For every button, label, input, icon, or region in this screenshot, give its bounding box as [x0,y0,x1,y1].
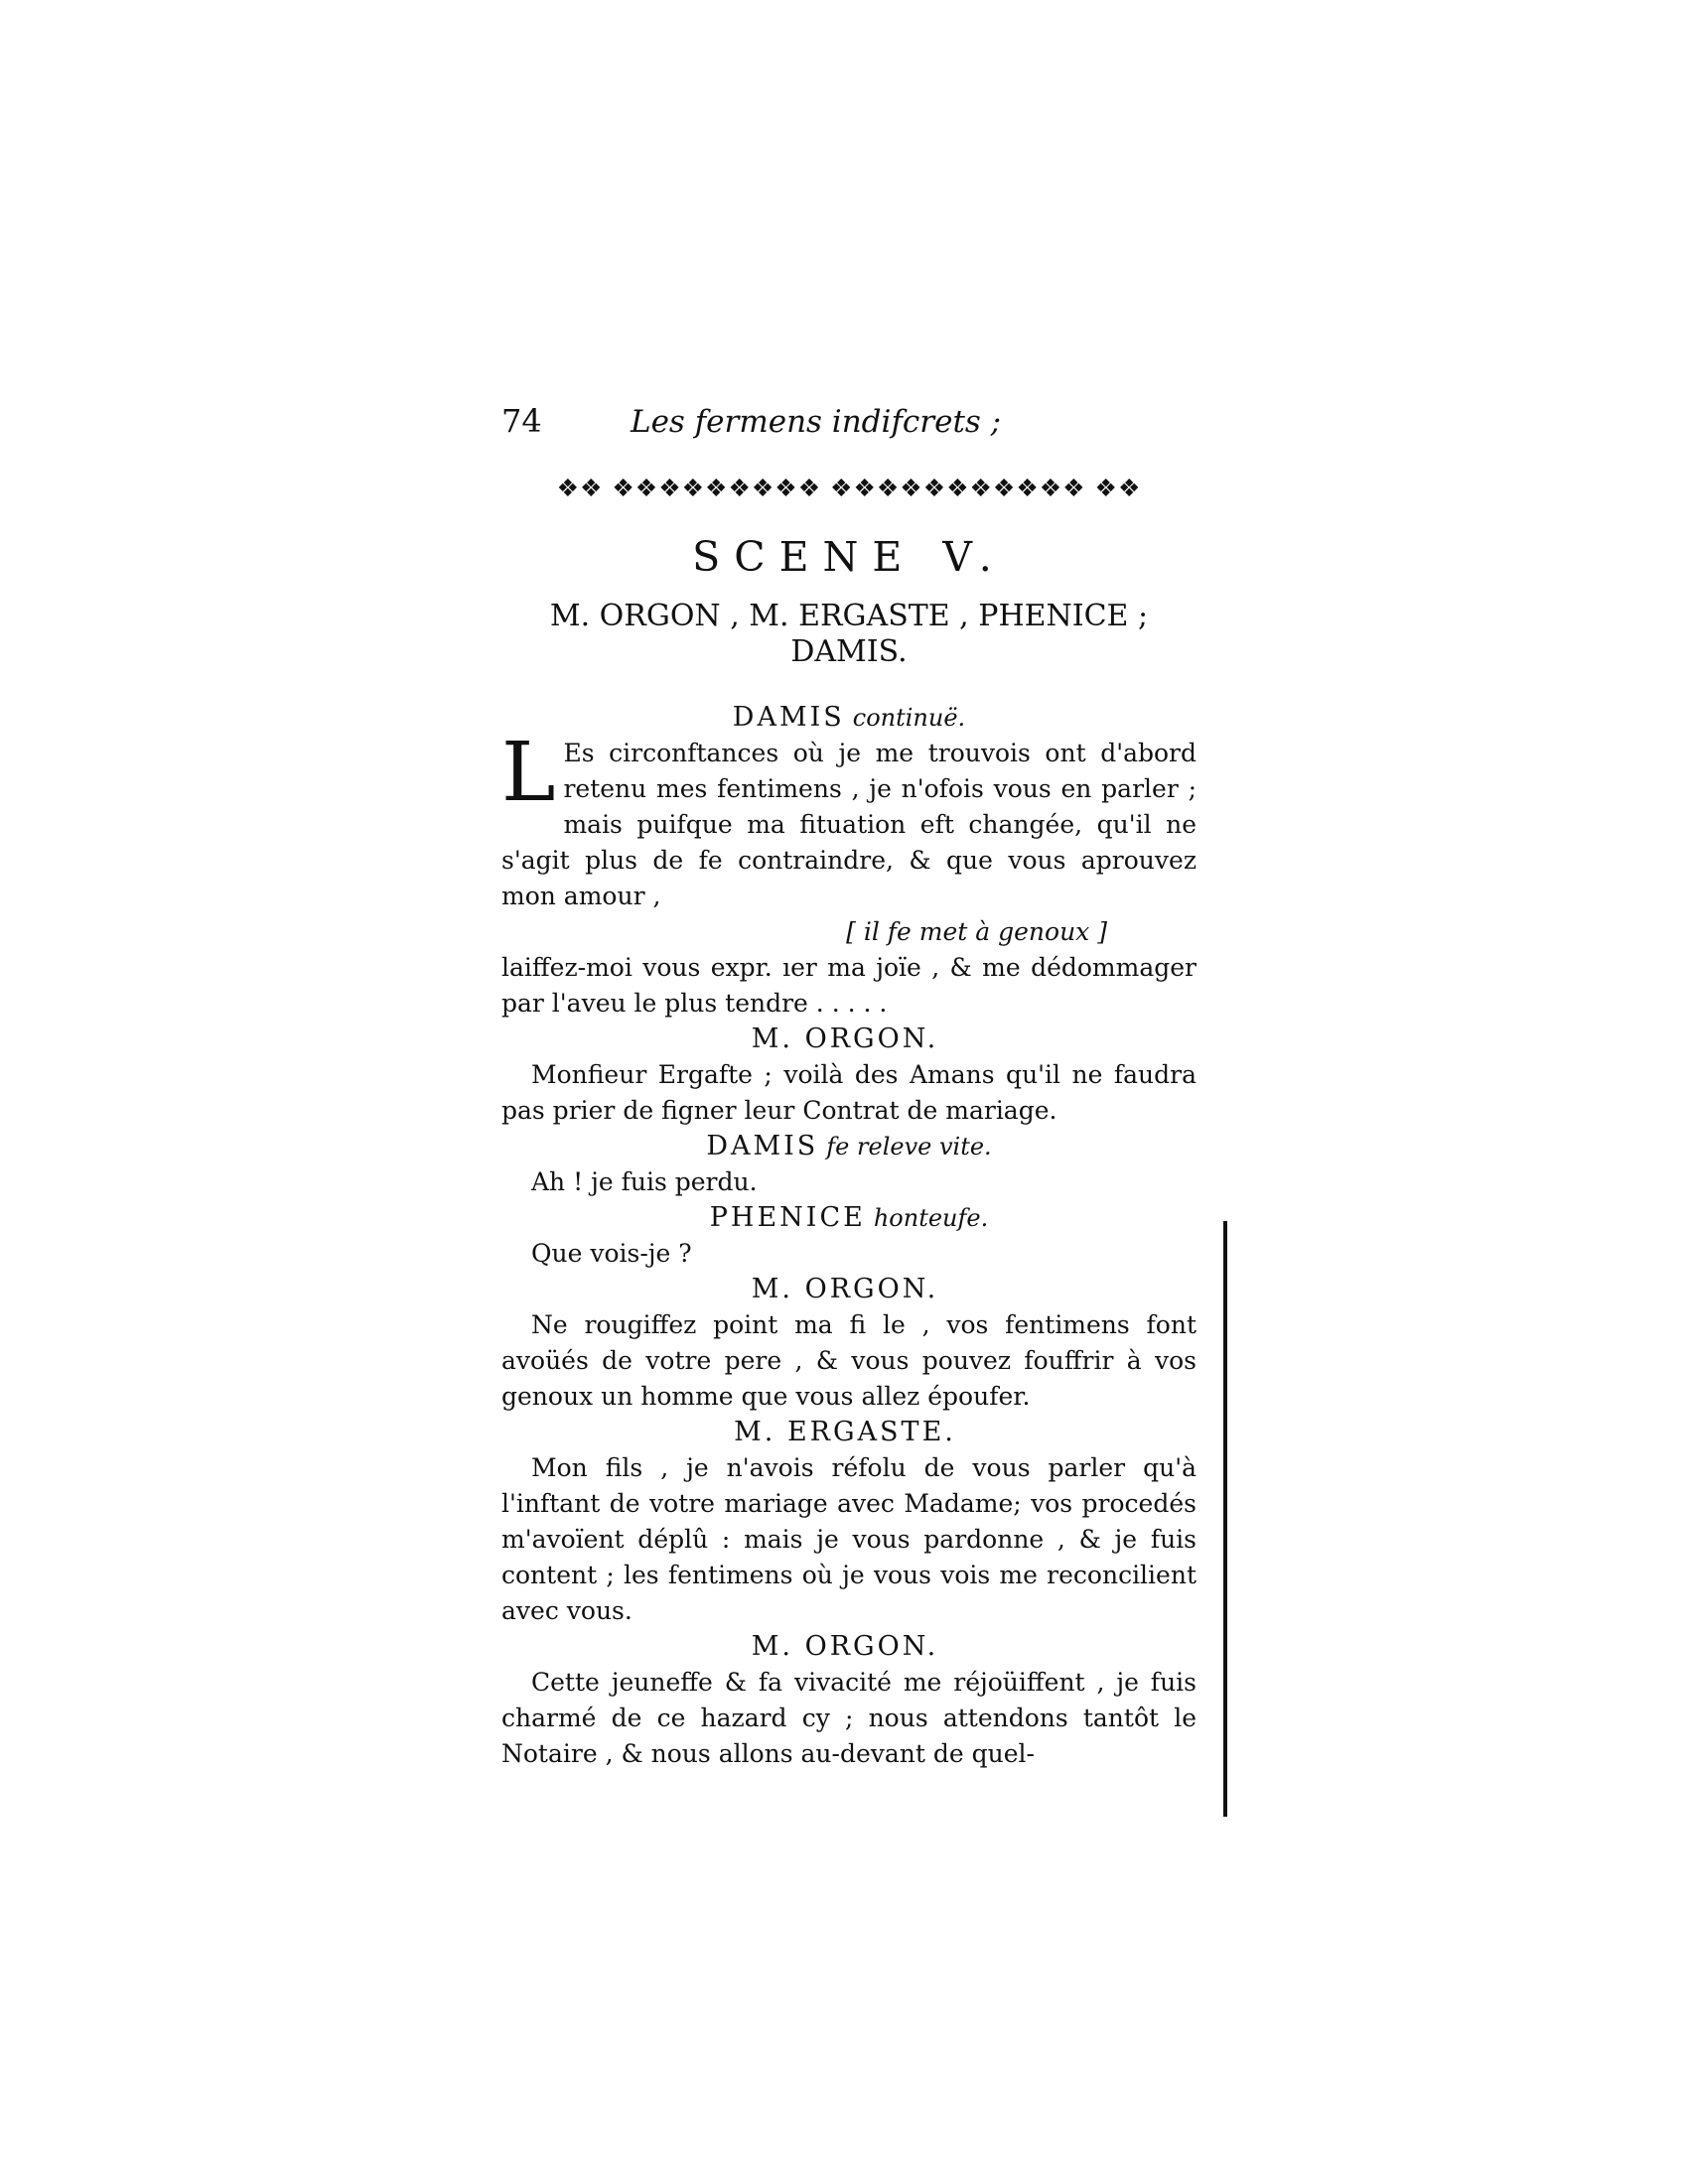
drop-cap: L [501,726,556,820]
scene-title: SCENE V. [692,533,1006,581]
speaker-name [501,1272,1196,1307]
speaker-label: M. ERGASTE. [734,1417,956,1447]
stage-direction: fe releve vite. [826,1133,992,1160]
ornament-band: ❖❖ ❖❖❖❖❖❖❖❖❖ ❖❖❖❖❖❖❖❖❖❖❖ ❖❖ [556,474,1142,502]
speech-text: Cette jeuneffe & fa vivacité me réjoüiffent , je fuis charmé de ce hazard cy ; nous attendons tantôt le Notaire , & nous allons au-devant de quel- [501,1668,1196,1768]
speech-text [501,726,1196,914]
speech-text-part-1: Es circonftances où je me trouvois ont d'abord retenu mes fentimens , je n'ofois vous en parler ; mais puifque ma fituation eft changée, qu'il ne s'agit plus de fe contraindre, & que vous aprouvez mon amour , [501,739,1196,910]
speech-ergaste [501,1415,1196,1629]
speaker-name [501,1022,1196,1057]
margin-rule [1223,1221,1227,1817]
cast-line-2: DAMIS. [790,634,908,669]
running-title: Les fermens indifcrets ; [631,404,1002,440]
speech-text: Ne rougiffez point ma fi le , vos fentimens font avoüés de votre pere , & vous pouvez fouffrir à vos genoux un homme que vous allez époufer. [501,1310,1196,1411]
stage-direction: continuë. [852,704,966,732]
speaker-name [501,1629,1196,1665]
book-page [501,402,1196,1772]
running-head [501,402,1196,452]
speech-orgon-3 [501,1629,1196,1772]
speech-text: Mon fils , je n'avois réfolu de vous parler qu'à l'inftant de votre mariage avec Madame; vos procedés m'avoïent déplû : mais je vous pardonne , & je fuis content ; les fentimens où je vous vois me reconcilient avec vous. [501,1453,1196,1625]
speaker-name [501,1129,1196,1164]
speaker-label: PHENICE [709,1202,866,1233]
speaker-label: M. ORGON. [751,1024,939,1054]
speech-phenice [501,1200,1196,1272]
speech-orgon-1 [501,1022,1196,1129]
page-number: 74 [501,402,542,440]
speech-text: Ah ! je fuis perdu. [531,1167,758,1196]
speech-damis-1 [501,700,1196,1022]
speaker-label: DAMIS [706,1131,819,1161]
cast-line-1: M. ORGON , M. ERGASTE , PHENICE ; [549,599,1149,633]
speech-damis-2 [501,1129,1196,1200]
speaker-label: M. ORGON. [751,1631,939,1662]
speaker-label: M. ORGON. [751,1274,939,1304]
cast-list [501,599,1196,670]
speaker-label: DAMIS [732,702,845,733]
stage-direction: honteufe. [873,1204,989,1232]
speech-text: Que vois-je ? [531,1239,692,1268]
stage-aside: [ il fe met à genoux ] [846,917,1107,946]
speaker-name [501,700,1196,736]
speaker-name [501,1200,1196,1236]
speech-text-part-2: laiffez-moi vous expr. ıer ma joïe , & me dédommager par l'aveu le plus tendre . . . . . [501,953,1196,1018]
speech-orgon-2 [501,1272,1196,1415]
speech-text: Monfieur Ergafte ; voilà des Amans qu'il ne faudra pas prier de figner leur Contrat de mariage. [501,1060,1196,1125]
speaker-name [501,1415,1196,1450]
